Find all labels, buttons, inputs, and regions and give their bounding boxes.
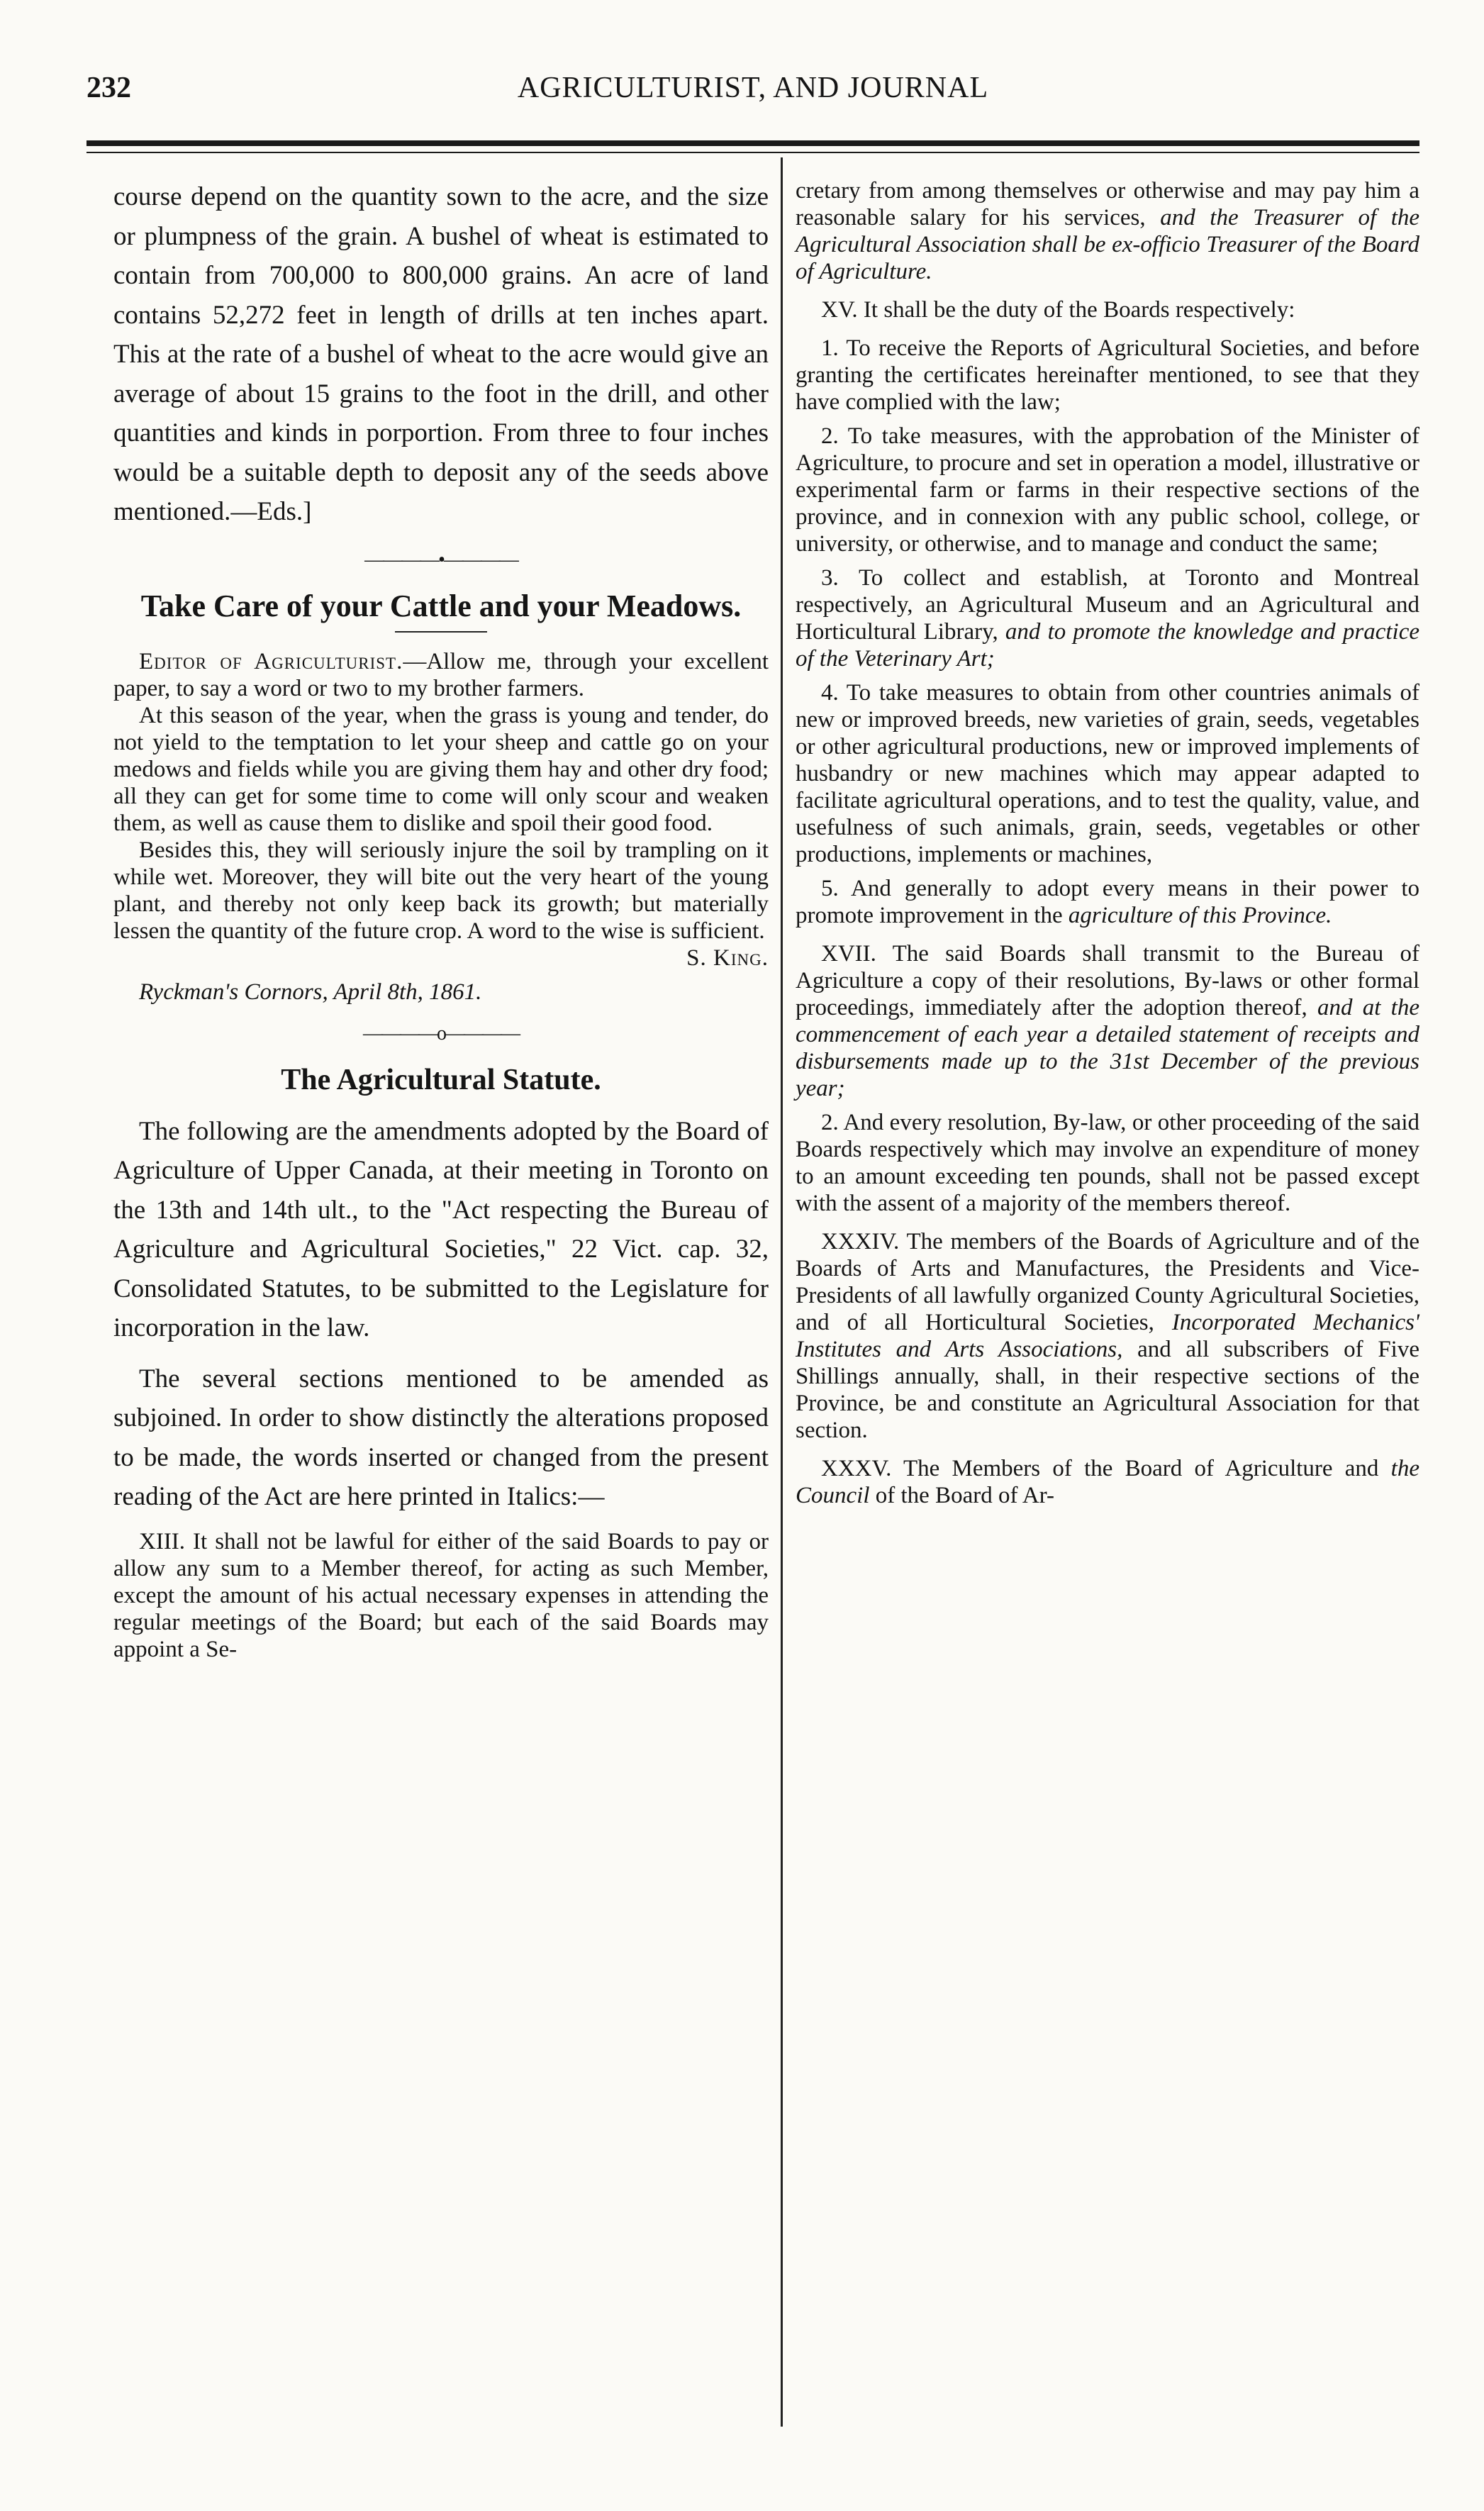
statute-clause: 1. To receive the Reports of Agricultural Societies, and before granting the certificates hereinafter mentioned, to see that they have complied with the law; [796, 335, 1419, 415]
statute-clause [796, 564, 1419, 672]
statute-section-xv: XV. It shall be the duty of the Boards respectively: [821, 297, 1295, 323]
letter-dateline: Ryckman's Cornors, April 8th, 1861. [139, 979, 482, 1005]
roman-text: XXXV. The Members of the Board of Agriculture and [821, 1456, 1391, 1481]
statute-clause: 4. To take measures to obtain from other countries animals of new or improved breeds, new varieties of grain, seeds, vegetables or other agricultural productions, new or improved implements of husbandry or new machines which may appear adapted to facilitate agricultural operations, and to test the quality, value, and usefulness of such animals, grain, seeds, vegetables or other productions, implements or machines, [796, 680, 1419, 867]
article-heading-cattle: Take Care of your Cattle and your Meadows. [140, 588, 742, 623]
roman-text: and all subscribers of Five Shillings annually, shall, in their respective sections of the Province, be and constitute an Agricultural Association for that section. [796, 1337, 1419, 1443]
right-column [796, 177, 1419, 1509]
roman-text: of the Board of Ar- [869, 1483, 1055, 1508]
article-heading-statute: The Agricultural Statute. [281, 1063, 601, 1096]
page-number: 232 [87, 72, 131, 104]
italic-amendment: and to promote the knowledge and practice of the Veterinary Art; [796, 619, 1419, 672]
letter-paragraph [113, 837, 769, 971]
statute-section-xxxv [796, 1455, 1419, 1509]
roman-text: 3. To collect and establish, at Toronto and Montreal respectively, an Agricultural Museum and an Agricultural and Horticultural Library, [796, 565, 1419, 645]
column-divider [781, 157, 783, 2427]
statute-intro-paragraph: The several sections mentioned to be amended as subjoined. In order to show distinctly the alterations proposed to be made, the words inserted or changed from the present reading of the Act are here printed in Italics:— [113, 1364, 769, 1511]
heading-rule [395, 631, 487, 633]
letter-signature: S. King. [686, 945, 769, 971]
header-rule-thin [87, 152, 1419, 153]
letter-salutation [113, 648, 769, 702]
left-column [113, 177, 769, 1663]
letter-paragraph-text: Besides this, they will seriously injure the soil by trampling on it while wet. Moreover, they will bite out the very heart of the young plant, and thereby not only keep back its growth; but materially lessen the quantity of the future crop. A word to the wise is sufficient. [113, 837, 769, 944]
statute-section-xiii: XIII. It shall not be lawful for either of the said Boards to pay or allow any sum to a Member thereof, for acting as such Member, except the amount of his actual necessary expenses in attending the regular meetings of the Board; but each of the said Boards may appoint a Se- [113, 1528, 769, 1662]
statute-intro-paragraph: The following are the amendments adopted by the Board of Agriculture of Upper Canada, at their meeting in Toronto on the 13th and 14th ult., to the "Act respecting the Bureau of Agriculture and Agricultural Societies," 22 Vict. cap. 32, Consolidated Statutes, to be submitted to the Legislature for incorporation in the law. [113, 1116, 769, 1342]
statute-clause: 2. And every resolution, By-law, or other proceeding of the said Boards respectively which may involve an expenditure of money to an amount exceeding ten pounds, shall not be passed except with the assent of a majority of the members thereof. [796, 1110, 1419, 1216]
editor-note-paragraph: course depend on the quantity sown to the acre, and the size or plumpness of the grain. A bushel of wheat is estimated to contain from 700,000 to 800,000 grains. An acre of land contains 52,272 feet in length of drills at ten inches apart. This at the rate of a bushel of wheat to the acre would give an average of about 15 grains to the foot in the drill, and other quantities and kinds in porportion. From three to four inches would be a suitable depth to deposit any of the seeds above mentioned.—Eds.] [113, 182, 769, 526]
statute-clause [796, 875, 1419, 929]
roman-text: XVII. The said Boards shall transmit to the Bureau of Agriculture a copy of their resolutions, By-laws or other formal proceedings, immediately after the adoption thereof, [796, 941, 1419, 1020]
header-rule-thick [87, 140, 1419, 146]
ornamental-separator: ————o———— [363, 1022, 519, 1045]
roman-text: 5. And generally to adopt every means in their power to promote improvement in the [796, 876, 1419, 928]
page-header [87, 71, 1419, 121]
running-head: AGRICULTURIST, AND JOURNAL [517, 72, 989, 104]
editor-salutation: Editor of Agriculturist. [139, 648, 403, 674]
italic-amendment: Incorporated Mechanics' Institutes and Arts Associations, [796, 1310, 1419, 1362]
letter-paragraph: At this season of the year, when the grass is young and tender, do not yield to the temptation to let your sheep and cattle go on your medows and fields while you are giving them hay and other dry food; all they can get for some time to come will only scour and weaken them, as well as cause them to dislike and spoil their good food. [113, 702, 769, 836]
statute-section-xxxiv [796, 1228, 1419, 1444]
italic-amendment: the Council [796, 1456, 1419, 1508]
italic-amendment: and the Treasurer of the Agricultural Association shall be ex-officio Treasurer of the Board of Agriculture. [796, 205, 1420, 284]
statute-section-xiii-cont [796, 177, 1419, 285]
italic-amendment: agriculture of this Province. [1068, 903, 1332, 928]
italic-amendment: and at the commencement of each year a detailed statement of receipts and disbursements made up to the 31st December of the previous year; [796, 995, 1419, 1101]
ornamental-separator: ————•———— [364, 548, 518, 571]
roman-text: cretary from among themselves or otherwise and may pay him a reasonable salary for his services, [796, 178, 1419, 230]
roman-text: XXXIV. The members of the Boards of Agriculture and of the Boards of Arts and Manufactures, the Presidents and Vice-Presidents of all lawfully organized County Agricultural Societies, and of all Horticultural Societies, [796, 1229, 1419, 1335]
statute-section-xvii [796, 940, 1419, 1102]
salutation-rest: —Allow me, through your excellent paper, to say a word or two to my brother farmers. [113, 648, 769, 701]
statute-clause: 2. To take measures, with the approbation of the Minister of Agriculture, to procure and set in operation a model, illustrative or experimental farm or farms in their respective sections of the province, and in connexion with any public school, college, or university, or otherwise, and to manage and conduct the same; [796, 423, 1419, 557]
